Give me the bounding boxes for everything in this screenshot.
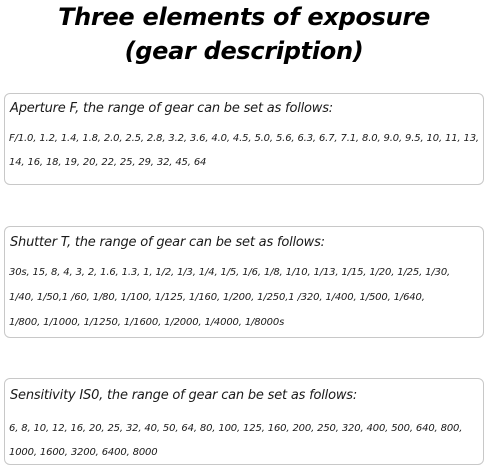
- aperture-panel: [4, 93, 484, 185]
- aperture-values: [9, 127, 481, 175]
- iso-values-line: 1000, 1600, 3200, 6400, 8000: [9, 447, 158, 458]
- aperture-values-line: 14, 16, 18, 19, 20, 22, 25, 29, 32, 45, 64: [9, 157, 207, 168]
- shutter-panel: [4, 226, 484, 338]
- title-line-2: (gear description): [124, 37, 364, 65]
- shutter-values-line: 30s, 15, 8, 4, 3, 2, 1.6, 1.3, 1, 1/2, 1/3, 1/4, 1/5, 1/6, 1/8, 1/10, 1/13, 1/15, 1/20, 1/25, 1/30,: [9, 267, 451, 278]
- iso-values-line: 6, 8, 10, 12, 16, 20, 25, 32, 40, 50, 64, 80, 100, 125, 160, 200, 250, 320, 400, 500, 640, 800,: [9, 423, 463, 434]
- iso-values: [9, 417, 481, 465]
- title-line-1: Three elements of exposure: [58, 3, 430, 31]
- shutter-values-line: 1/800, 1/1000, 1/1250, 1/1600, 1/2000, 1/4000, 1/8000s: [9, 317, 285, 328]
- page-title: [0, 0, 488, 68]
- iso-heading: Sensitivity IS0, the range of gear can be set as follows:: [10, 388, 358, 403]
- aperture-values-line: F/1.0, 1.2, 1.4, 1.8, 2.0, 2.5, 2.8, 3.2, 3.6, 4.0, 4.5, 5.0, 5.6, 6.3, 6.7, 7.1, 8.0, 9.0, 9.5, 10, 11, 13,: [9, 133, 479, 144]
- aperture-heading: Aperture F, the range of gear can be set as follows:: [10, 101, 333, 116]
- iso-panel: [4, 378, 484, 465]
- shutter-values: [9, 260, 481, 335]
- shutter-heading: Shutter T, the range of gear can be set as follows:: [10, 235, 325, 250]
- shutter-values-line: 1/40, 1/50,1 /60, 1/80, 1/100, 1/125, 1/160, 1/200, 1/250,1 /320, 1/400, 1/500, 1/640,: [9, 292, 425, 303]
